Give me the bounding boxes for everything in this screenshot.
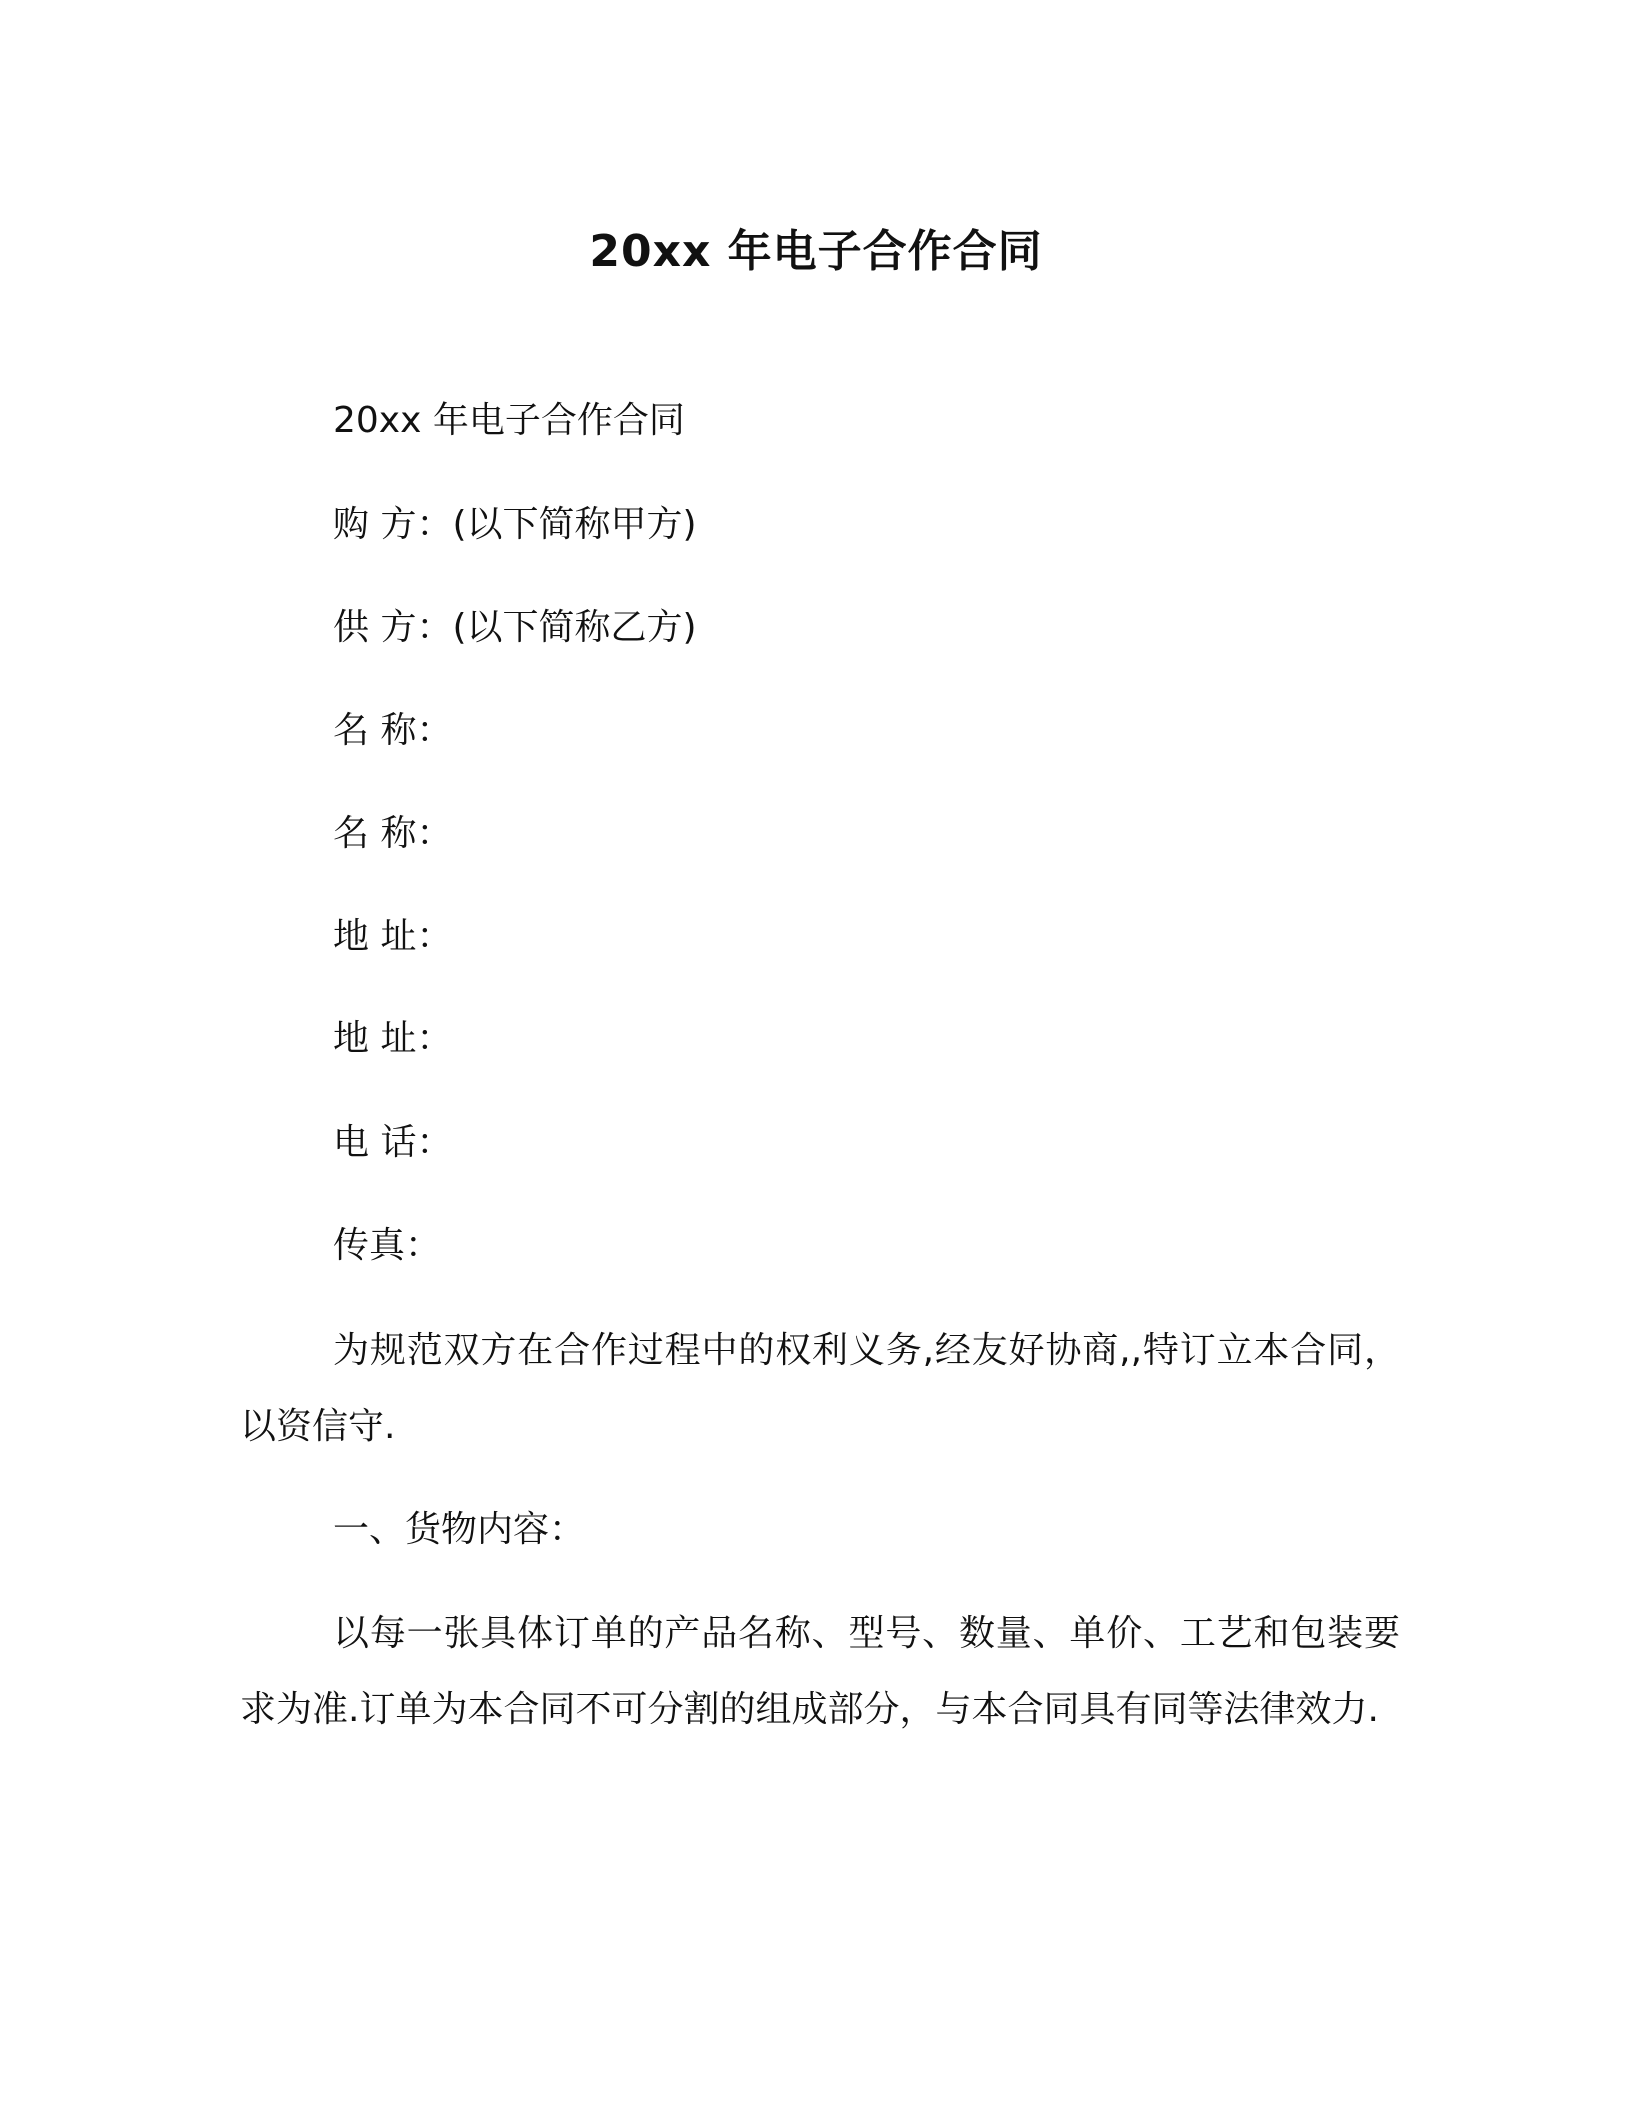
supplier-name-line: 名 称：: [333, 813, 453, 854]
supplier-address-line: 地 址：: [333, 1018, 453, 1059]
document-title: 20xx 年电子合作合同: [589, 226, 1043, 277]
section-1-paragraph: 以每一张具体订单的产品名称、型号、数量、单价、工艺和包装要求为准.订单为本合同不可分割的组成部分，与本合同具有同等法律效力.: [240, 1613, 1400, 1730]
buyer-address-line: 地 址：: [333, 916, 453, 957]
section-1-heading: 一、货物内容：: [333, 1509, 586, 1550]
intro-paragraph: 为规范双方在合作过程中的权利义务,经友好协商,,特订立本合同，以资信守.: [240, 1330, 1400, 1447]
buyer-name-line: 名 称：: [333, 710, 453, 751]
contract-subtitle: 20xx 年电子合作合同: [333, 400, 685, 441]
fax-line: 传真：: [333, 1225, 442, 1266]
phone-line: 电 话：: [333, 1122, 453, 1163]
supplier-line: 供 方：(以下简称乙方): [333, 607, 697, 648]
buyer-line: 购 方：(以下简称甲方): [333, 504, 697, 545]
